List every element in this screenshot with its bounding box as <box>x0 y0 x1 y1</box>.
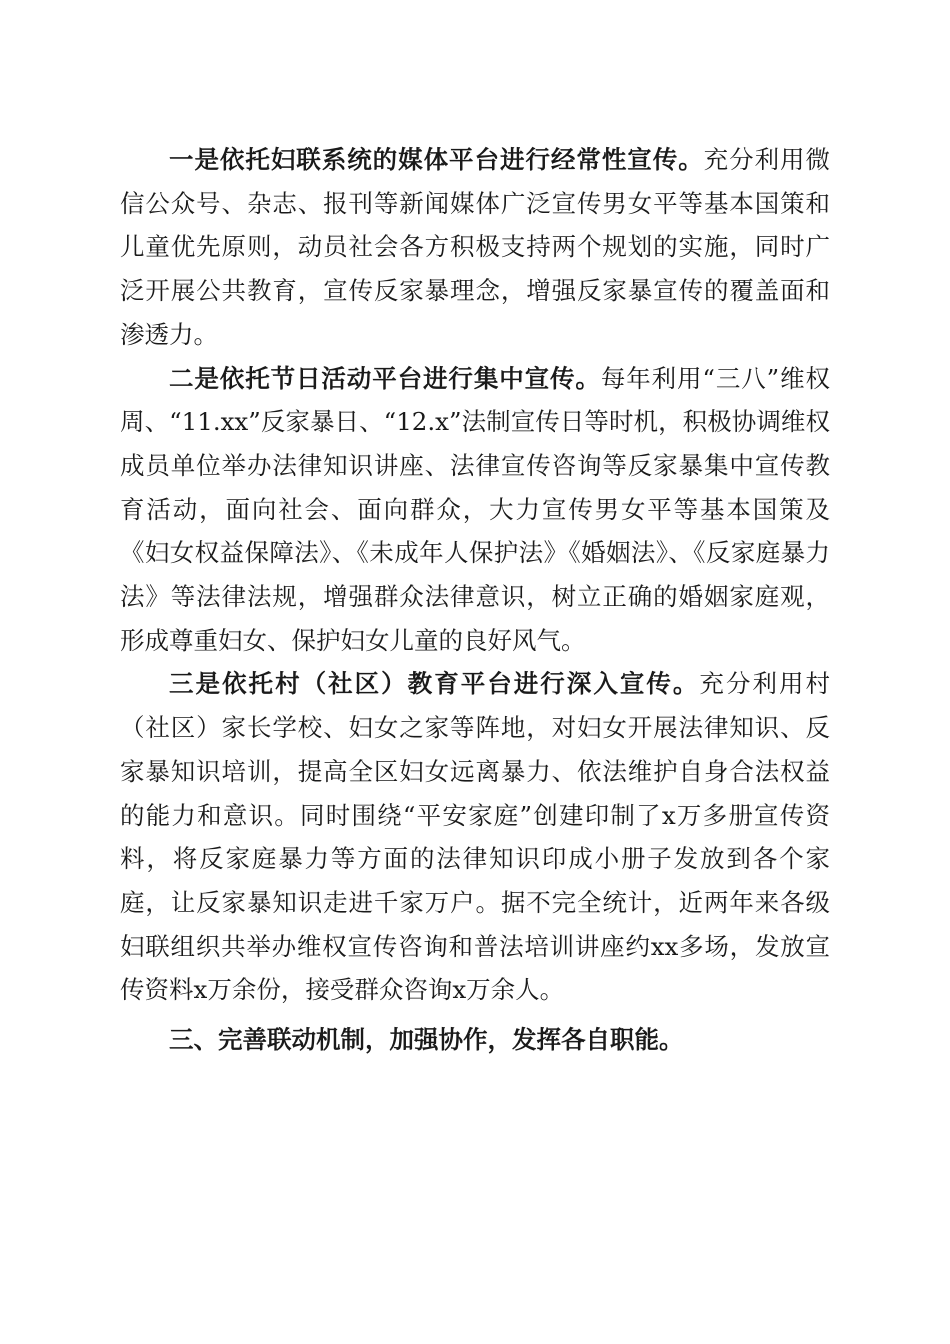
paragraph-community-platform <box>120 662 830 1012</box>
paragraph-lead: 三是依托村（社区）教育平台进行深入宣传。 <box>169 669 700 699</box>
document-body <box>120 138 830 1062</box>
paragraph-body: 充分利用村（社区）家长学校、妇女之家等阵地，对妇女开展法律知识、反家暴知识培训，提高全区妇女远离暴力、依法维护自身合法权益的能力和意识。同时围绕“平安家庭”创建印制了x万多册宣传资料，将反家庭暴力等方面的法律知识印成小册子发放到各个家庭，让反家暴知识走进千家万户。据不完全统计，近两年来各级妇联组织共举办维权宣传咨询和普法培训讲座约xx多场，发放宣传资料x万余份，接受群众咨询x万余人。 <box>120 669 831 1005</box>
paragraph-lead: 一是依托妇联系统的媒体平台进行经常性宣传。 <box>169 145 704 174</box>
paragraph-body: 每年利用“三八”维权周、“11.xx”反家暴日、“12.x”法制宣传日等时机，积极协调维权成员单位举办法律知识讲座、法律宣传咨询等反家暴集中宣传教育活动，面向社会、面向群众，大力宣传男女平等基本国策及《妇女权益保障法》、《未成年人保护法》《婚姻法》、《反家庭暴力法》等法律法规，增强群众法律意识，树立正确的婚姻家庭观，形成尊重妇女、保护妇女儿童的良好风气。 <box>120 363 830 655</box>
paragraph-lead: 二是依托节日活动平台进行集中宣传。 <box>169 363 601 393</box>
section-heading: 三、完善联动机制，加强协作，发挥各自职能。 <box>169 1025 684 1055</box>
paragraph-media-platform <box>120 138 830 357</box>
paragraph-body: 充分利用微信公众号、杂志、报刊等新闻媒体广泛宣传男女平等基本国策和儿童优先原则，动员社会各方积极支持两个规划的实施，同时广泛开展公共教育，宣传反家暴理念，增强反家暴宣传的覆盖面和渗透力。 <box>120 145 831 349</box>
paragraph-festival-platform <box>120 357 830 663</box>
